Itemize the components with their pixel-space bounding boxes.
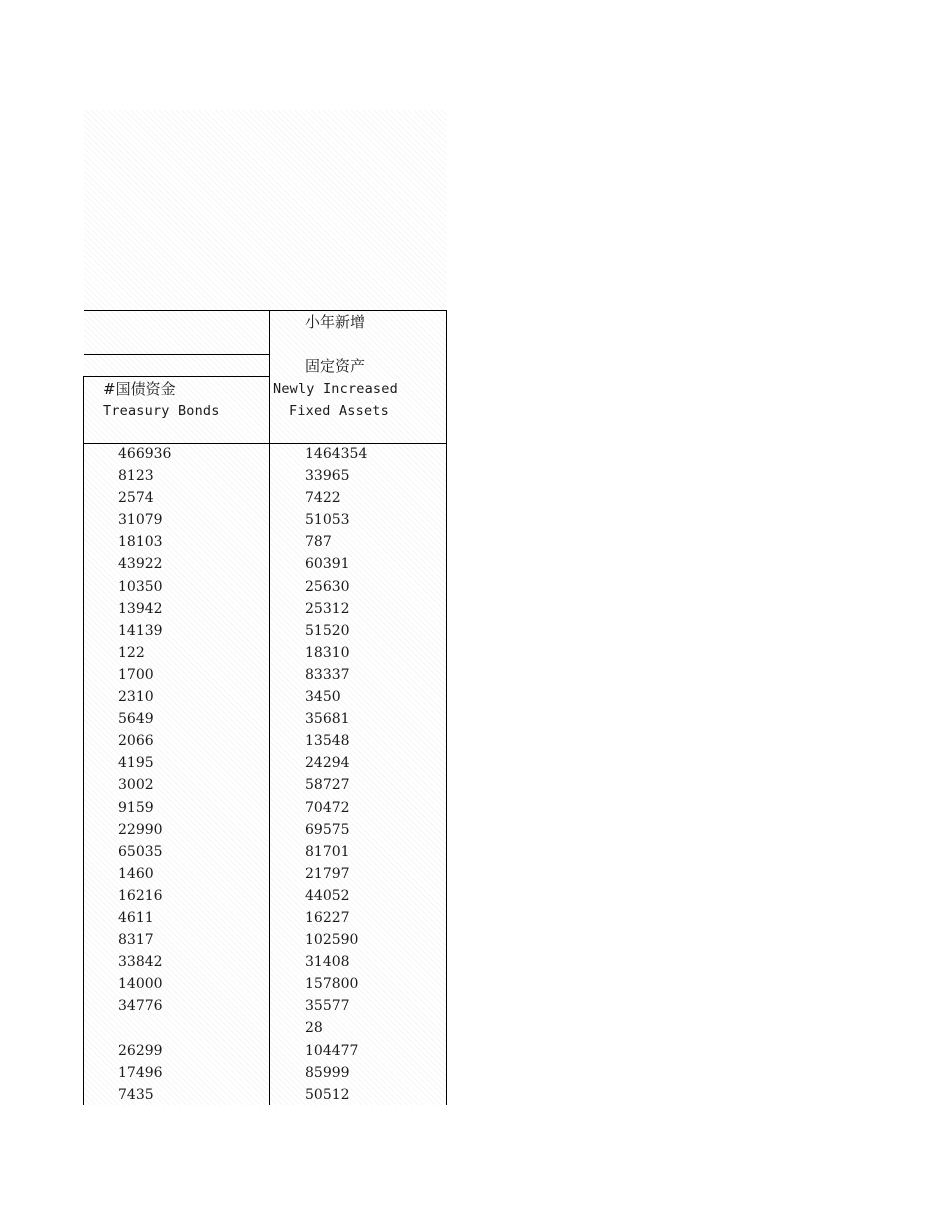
table-row (84, 731, 447, 753)
treasury-bonds-cell: 4195 (118, 755, 154, 772)
treasury-bonds-cell: 9159 (118, 799, 154, 816)
treasury-bonds-cell: 13942 (118, 600, 163, 617)
table-row (84, 488, 447, 510)
fixed-assets-cell: 69575 (305, 821, 350, 838)
table-row (84, 621, 447, 643)
table-row (84, 554, 447, 576)
fixed-assets-cell: 16227 (305, 909, 350, 926)
table-row (84, 665, 447, 687)
table-row (84, 798, 447, 820)
treasury-bonds-cell: 14139 (118, 622, 163, 639)
fixed-assets-cell: 70472 (305, 799, 350, 816)
fixed-assets-cell: 50512 (305, 1086, 350, 1103)
treasury-bonds-cell: 3002 (118, 777, 154, 794)
table-row (84, 952, 447, 974)
treasury-bonds-cell: 4611 (118, 909, 154, 926)
table-row (84, 996, 447, 1018)
treasury-bonds-cell: 2066 (118, 733, 154, 750)
table-row (84, 444, 447, 466)
treasury-bonds-cell: 16216 (118, 887, 163, 904)
table-row (84, 510, 447, 532)
fixed-assets-cell: 83337 (305, 666, 350, 683)
treasury-bonds-cell: 22990 (118, 821, 163, 838)
treasury-bonds-cell: 10350 (118, 578, 163, 595)
treasury-bonds-cell: 18103 (118, 534, 163, 551)
table-row (84, 1085, 447, 1107)
fixed-assets-cell: 25312 (305, 600, 350, 617)
fixed-assets-cell: 28 (305, 1020, 323, 1037)
fixed-assets-cell: 25630 (305, 578, 350, 595)
fixed-assets-cell: 7422 (305, 490, 341, 507)
table-row (84, 466, 447, 488)
treasury-bonds-header-cn: #国债资金 (103, 380, 176, 398)
fixed-assets-cell: 104477 (305, 1042, 359, 1059)
table-row (84, 864, 447, 886)
treasury-bonds-cell: 2310 (118, 689, 154, 706)
fixed-assets-cell: 35681 (305, 711, 350, 728)
table-row (84, 1018, 447, 1040)
fixed-assets-header-en-line2: Fixed Assets (289, 403, 389, 419)
table-row (84, 842, 447, 864)
fixed-assets-cell: 24294 (305, 755, 350, 772)
fixed-assets-cell: 51520 (305, 622, 350, 639)
treasury-bonds-cell: 65035 (118, 843, 163, 860)
treasury-bonds-cell: 122 (118, 644, 145, 661)
header-top-border (84, 310, 447, 311)
fixed-assets-cell: 51053 (305, 512, 350, 529)
treasury-bonds-cell: 8123 (118, 468, 154, 485)
table-row (84, 1063, 447, 1085)
table-row (84, 974, 447, 996)
header-mid-border-2 (84, 376, 270, 377)
treasury-bonds-cell: 2574 (118, 490, 154, 507)
treasury-bonds-cell: 1460 (118, 865, 154, 882)
table-row (84, 1041, 447, 1063)
treasury-bonds-cell: 17496 (118, 1064, 163, 1081)
fixed-assets-cell: 157800 (305, 976, 359, 993)
table-row (84, 820, 447, 842)
treasury-bonds-cell: 34776 (118, 998, 163, 1015)
treasury-bonds-cell: 33842 (118, 954, 163, 971)
table-body (84, 444, 447, 1107)
treasury-bonds-cell: 31079 (118, 512, 163, 529)
table-row (84, 775, 447, 797)
treasury-bonds-cell: 14000 (118, 976, 163, 993)
table-row (84, 643, 447, 665)
fixed-assets-cell: 787 (305, 534, 332, 551)
fixed-assets-cell: 35577 (305, 998, 350, 1015)
fixed-assets-header-en-line1: Newly Increased (273, 381, 398, 397)
fixed-assets-cell: 3450 (305, 689, 341, 706)
treasury-bonds-cell: 8317 (118, 932, 154, 949)
treasury-bonds-cell: 5649 (118, 711, 154, 728)
treasury-bonds-header-en: Treasury Bonds (103, 403, 220, 419)
fixed-assets-cell: 1464354 (305, 446, 368, 462)
header-mid-border-1 (84, 354, 270, 355)
table-row (84, 532, 447, 554)
table-row (84, 908, 447, 930)
fixed-assets-cell: 33965 (305, 468, 350, 485)
fixed-assets-cell: 21797 (305, 865, 350, 882)
table-row (84, 753, 447, 775)
fixed-assets-cell: 81701 (305, 843, 350, 860)
treasury-bonds-cell: 43922 (118, 556, 163, 573)
table-row (84, 687, 447, 709)
treasury-bonds-cell: 1700 (118, 666, 154, 683)
fixed-assets-header-cn-line1: 小年新增 (305, 313, 366, 331)
fixed-assets-cell: 44052 (305, 887, 350, 904)
fixed-assets-cell: 85999 (305, 1064, 350, 1081)
fixed-assets-header-cn-line2: 固定资产 (305, 357, 366, 375)
fixed-assets-cell: 60391 (305, 556, 350, 573)
table-row (84, 577, 447, 599)
table-row (84, 709, 447, 731)
treasury-bonds-cell: 7435 (118, 1086, 154, 1103)
fixed-assets-cell: 13548 (305, 733, 350, 750)
fixed-assets-cell: 31408 (305, 954, 350, 971)
fixed-assets-cell: 102590 (305, 932, 359, 949)
treasury-bonds-cell: 26299 (118, 1042, 163, 1059)
table-row (84, 886, 447, 908)
treasury-bonds-cell: 466936 (118, 446, 172, 462)
fixed-assets-cell: 18310 (305, 644, 350, 661)
table-row (84, 599, 447, 621)
table-row (84, 930, 447, 952)
fixed-assets-cell: 58727 (305, 777, 350, 794)
